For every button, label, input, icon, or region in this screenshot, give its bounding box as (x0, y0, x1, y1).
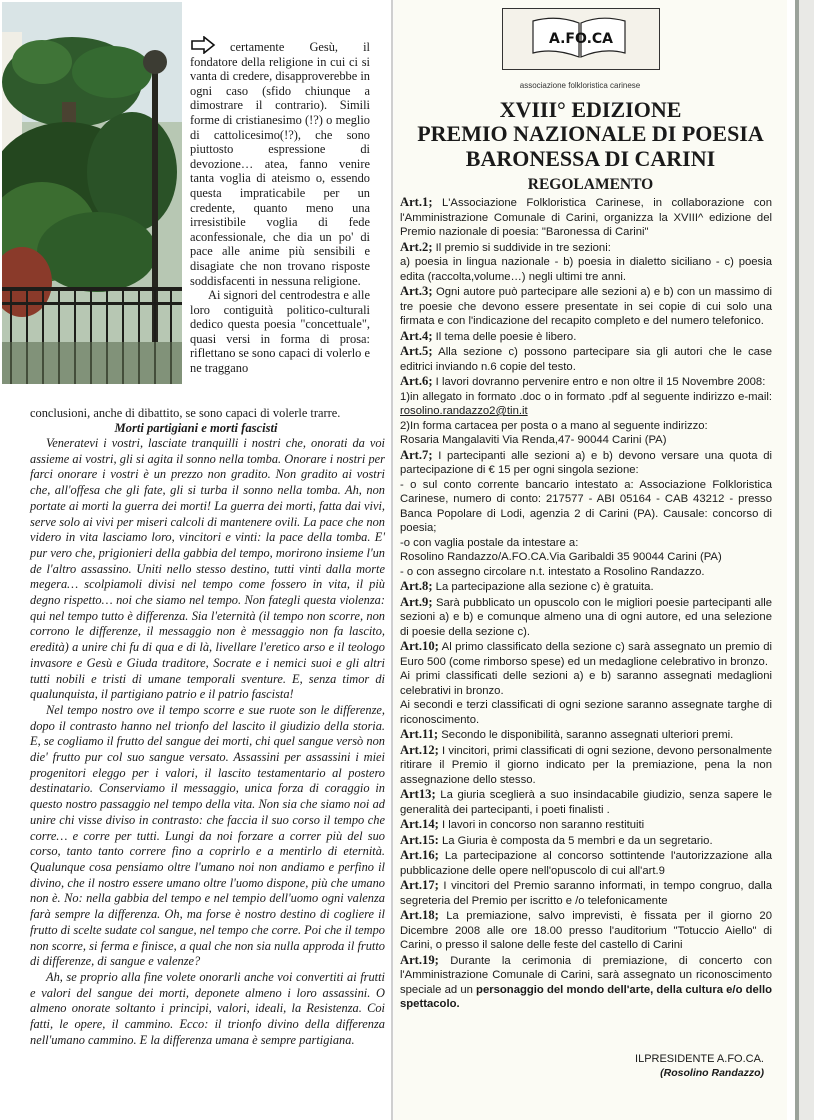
rule-4 (400, 329, 772, 345)
rule-text: I lavori dovranno pervenire entro e non oltre il 15 Novembre 2008: (432, 376, 766, 388)
rules-list (400, 195, 772, 1012)
rule-text: Il tema delle poesie è libero. (432, 330, 577, 343)
afoca-logo (502, 8, 658, 92)
rule-label: Art.19; (400, 952, 439, 967)
rule-2 (400, 240, 772, 256)
rule-text: Sarà pubblicato un opuscolo con le migliori poesie partecipanti alle sezioni a) e b) e comunque almeno una di ogni autore, ed una selezione di poesie della sezione c). (400, 596, 772, 638)
rule-16 (400, 848, 772, 878)
rule-text: Alla sezione c) possono partecipare sia gli autori che le case editrici inviando n.6 copie del testo. (400, 346, 772, 373)
logo-frame (502, 8, 660, 70)
rule-label: Art.8; (400, 579, 433, 593)
rule-text: Il premio si suddivide in tre sezioni: (432, 241, 611, 254)
intro-paragraph-1: certamente Gesù, il fondatore della religione in cui ci si vanta di credere, disapproverebbe in ogni caso (sfido chiunque a dimostrare il contrario). Simili forme di cristianesimo (!?) o meglio di cattolicesimo(!?), che sono piuttosto espressione di devozione… atea, fanno venire tanta voglia di ateismo o, essendo questa impraticabile per un credente, quanto meno una irresistibile voglia di fede aconfessionale, che dia un po' di pace alle anime più sensibili e disagiate che non trovano risposte soddisfacenti in nessuna religione. (190, 40, 370, 288)
rule-label: Art.3; (400, 284, 433, 298)
rule-10-b: Ai primi classificati delle sezioni a) e b) saranno assegnati medaglioni celebrativi in bronzo. (400, 670, 772, 697)
rule-5 (400, 344, 772, 374)
rule-7-postal: -o con vaglia postale da intestare a: (400, 536, 579, 549)
rule-text: I lavori in concorso non saranno restituiti (438, 819, 645, 831)
rule-label: Art.14; (400, 817, 439, 831)
rule-label: Art.12; (400, 742, 439, 757)
rule-label: Art13; (400, 787, 436, 801)
rule-text: Al primo classificato della sezione c) sarà assegnato un premio di Euro 500 (come rimborso spese) ed un medaglione celebrativo in bronzo. (400, 641, 772, 668)
logo-wordmark: A.FO.CA (549, 31, 613, 47)
rule-label: Art.2; (400, 239, 433, 254)
rule-6-post-option: 2)In forma cartacea per posta o a mano al seguente indirizzo: (400, 419, 708, 432)
rule-label: Art.11; (400, 727, 439, 741)
article-column (0, 0, 392, 1120)
rule-text: La Giuria è composta da 5 membri e da un segretario. (438, 834, 713, 847)
poem-title: Morti partigiani e morti fascisti (114, 421, 278, 435)
rule-text: Durante la cerimonia di premiazione, di concerto con l'Amministrazione Comunale di Carini, sarà assegnato un riconoscimento speciale ad un (400, 954, 772, 996)
rule-text: Secondo le disponibilità, saranno assegnati ulteriori premi. (438, 729, 734, 741)
rule-2-sections: a) poesia in lingua nazionale - b) poesia in dialetto siciliano - c) poesia edita (raccolta,volume…) negli ultimi tre anni. (400, 256, 772, 283)
rule-7-postal-address: Rosolino Randazzo/A.FO.CA.Via Garibaldi 35 90044 Carini (PA) (400, 551, 722, 563)
poem-paragraph-2: Nel tempo nostro ove il tempo scorre e sue ruote son le differenze, dopo il contrasto hanno nel trionfo del lascito il giudizio della storia. E, se cogliamo il frutto del sangue dei morti, chi quel sangue versò non die' frutto pur col suo sangue versato. Assassini per assassini i miei progenitori eleggo per i valori, il lascito testamentario al postero destinatario. Conserviamo il messaggio, unica forza di coraggio in questo nostro passaggio nel tempo della vita. Non sia che siamo noi ad unire chi visse diviso in contrasto: che faccia il suo corso il tempo che corre… e corre per tutti. Lungi da noi forzare a correr più del suo corso, tanto tanto correre fino a coprirlo e a mentirlo di eternità. Qualunque cosa pensiamo oltre l'umano noi non andiamo e perfino il divino, che il nostro essere umano oltre l'uomo dispone, più che umano non è. No: nella gabbia del tempo e nel tempio dell'uomo ogni valenza farà sempre la differenza. Oh, ma forse è nostro destino di cogliere il frutto di scelte sudate col sangue, nel tempo che corre. Poi che il tempo non scorre, si ferma e finisce, a qual che non sia nulla approda il frutto di differenze, di sangue e valenze? (30, 702, 385, 969)
edition-heading: XVIII° EDIZIONE (499, 97, 682, 122)
page-edge-strip (787, 0, 795, 1120)
prize-name-heading: BARONESSA DI CARINI (465, 146, 716, 171)
signature-name: (Rosolino Randazzo) (660, 1067, 764, 1079)
rule-17 (400, 878, 772, 908)
rule-text: La partecipazione al concorso sottintende l'autorizzazione alla pubblicazione delle opere nell'opuscolo di cui all'art.9 (400, 850, 772, 877)
rule-12 (400, 743, 772, 788)
intro-text (190, 40, 370, 376)
rule-text: I vincitori, primi classificati di ogni sezione, devono personalmente ritirare il Premio il giorno indicato per la premiazione, pena la non assegnazione dello stesso. (400, 744, 772, 786)
logo-caption: associazione folkloristica carinese (519, 81, 641, 90)
column-divider (391, 0, 393, 1120)
rule-8 (400, 579, 772, 595)
rule-6-address: Rosaria Mangalaviti Via Renda,47- 90044 Carini (PA) (400, 434, 667, 446)
rule-9 (400, 595, 772, 640)
rule-3 (400, 284, 772, 329)
rule-label: Art.9; (400, 594, 433, 609)
rule-label: Art.4; (400, 328, 433, 343)
rule-label: Art.1; (400, 195, 433, 209)
rule-6-email-option (400, 390, 772, 419)
rule-7 (400, 448, 772, 478)
rule-6 (400, 374, 772, 390)
rule-label: Art.16; (400, 848, 439, 862)
rule-text: 1)in allegato in formato .doc o in formato .pdf al seguente indirizzo e-mail: (400, 390, 772, 403)
poem-paragraph-1: Veneratevi i vostri, lasciate tranquilli i nostri che, onorati da voi assieme ai vostri, gli si agita il sonno nella tomba. Onorare i nostri per farci onorare i vostri è un prezzo non gradito. Non gradito ai vostri che, all'offesa che gli fate, gli si turba il sonno nella tomba. Ah, non portate ai morti la guerra dei morti! La guerra dei morti, fatta dai vivi, serve solo ai vivi per miseri calcoli di mantenere ovili. La pace che non videro in vita lasciamo loro, vincitori e vinti: la pace della tomba. E' pur vero che, prigionieri della gabbia del tempo, morirono insieme l'un de l'altro assassino. Uniti nello stesso destino, tutti vinti dalla morte megera… scolpiamoli divisi nel tempo come fossero in vita, il più degno rispetto… noi che siamo nel tempo. Non fategli questa violenza: qui nel tempo tutto è differenza. Sia l'eternità (il tempo non scorre, non corrono le differenze, il messaggio non è messaggio non fa lascito, eredità) a unire chi fu di qua e di là, livellare l'eretico arso e il teologo invasore e Gesù e Giuda traditore, Socrate e i nemici suoi e gli altri tutti nobili e tristi di umane temporali sventure. E, senza timor di qualunquista, il partigiano patrio e il patrio fascista! (30, 436, 385, 702)
regulations-title: REGOLAMENTO (527, 176, 654, 193)
rule-19 (400, 953, 772, 1012)
poem-paragraph-3: Ah, se proprio alla fine volete onorarli anche voi convertiti ai frutti e valori del sangue dei morti, deponete almeno i loro assassini. O almeno onorate soltanto i principi, valori, ideali, la Resistenza. Coi fatti, le opere, il cammino. Ecco: il trionfo divino della differenza nell'umano cammino. E la differenza umana è sempre partigiana. (30, 969, 385, 1047)
rule-10 (400, 639, 772, 669)
page-edge (787, 0, 814, 1120)
rule-label: Art.15: (400, 832, 439, 847)
rule-text: La partecipazione alla sezione c) è gratuita. (432, 581, 654, 593)
rule-10-c: Ai secondi e terzi classificati di ogni sezione saranno assegnate targhe di riconoscimento. (400, 699, 772, 726)
poem-body (30, 436, 385, 1048)
rule-13 (400, 787, 772, 817)
rule-text: Ogni autore può partecipare alle sezioni a) e b) con un massimo di tre poesie che devono essere presentate in sei copie di cui solo una firmata e con l'indicazione del recapito completo e del numero telefonico. (400, 286, 772, 327)
rule-text: La giuria sceglierà a suo insindacabile giudizio, senza sapere le generalità dei partecipanti, i poeti finalisti . (400, 789, 772, 816)
rule-label: Art.10; (400, 639, 439, 653)
rule-label: Art.6; (400, 374, 433, 388)
rule-text: I partecipanti alle sezioni a) e b) devono versare una quota di partecipazione di € 15 per ogni singola sezione: (400, 449, 772, 476)
rule-label: Art.18; (400, 908, 439, 922)
prize-heading: PREMIO NAZIONALE DI POESIA (417, 121, 764, 146)
rule-label: Art.17; (400, 878, 439, 892)
intro-conclusion: conclusioni, anche di dibattito, se sono capaci di volerle trarre. (30, 406, 341, 420)
page-edge-strip (799, 0, 814, 1120)
rule-11 (400, 727, 772, 743)
rule-18 (400, 908, 772, 953)
rule-text: I vincitori del Premio saranno informati, in tempo congruo, dalla segreteria del Premio per iscritto e /o telefonicamente (400, 880, 772, 907)
intro-paragraph-2: Ai signori del centrodestra e alle loro contiguità politico-culturali dedico questa poesia "concettuale", quasi versi in forma di prosa: riflettano se sono capaci di volerlo e ne traggano (190, 288, 370, 376)
rule-emphasis: personaggio del mondo dell'arte, della cultura e/o dello spettacolo. (400, 983, 772, 1010)
email-link[interactable]: rosolino.randazzo2@tin.it (400, 405, 528, 417)
signature-title: ILPRESIDENTE A.FO.CA. (635, 1053, 764, 1065)
rule-text: La premiazione, salvo imprevisti, è fissata per il giorno 20 Dicembre 2008 alle ore 18.00 presso l'auditorium "Totuccio Aiello" di Carini, o presso il salone delle feste del castello di Carini (400, 910, 772, 951)
rule-text: L'Associazione Folkloristica Carinese, in collaborazione con l'Amministrazione Comunale di Carini, organizza la XVIII^ edizione del Premio nazionale di poesia: "Baronessa di Carini" (400, 197, 772, 238)
rule-label: Art.7; (400, 447, 433, 462)
rule-14 (400, 817, 772, 833)
rule-15 (400, 833, 772, 849)
rule-7-cheque: - o con assegno circolare n.t. intestato a Rosolino Randazzo. (400, 565, 705, 578)
rule-label: Art.5; (400, 344, 433, 358)
garden-photo (2, 2, 182, 384)
rule-1 (400, 195, 772, 240)
rule-7-bank: - o sul conto corrente bancario intestato a: Associazione Folkloristica Carinese, numero di conto: 217577 - ABI 05164 - CAB 43212 - presso Banca Popolare di Lodi, agenzia 2 di Carini (PA). Causale: concorso di poesia; (400, 478, 772, 534)
